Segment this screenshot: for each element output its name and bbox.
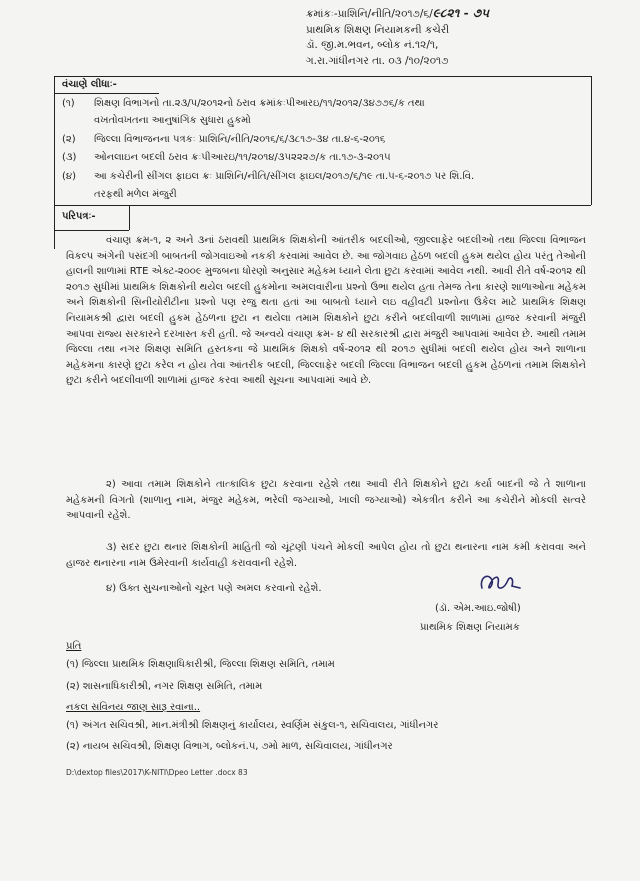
reference-prefix: ક્રમાંકઃ-પ્રાશિનિ/નીતિ/૨૦૧૭/૬/ xyxy=(306,8,433,20)
circular-paragraph-3: ૩) સદર છુટા થનાર શિક્ષકોની માહિતી જો ચૂંટણી પંચને મોકલી આપેલ હોય તો છુટા થનારના નામ કમી કરાવવા અને હાજર થનારના નામ ઉમેરવાની કાર્યવાહી કરાવવાની રહેશે. xyxy=(66,542,586,569)
references-box-left xyxy=(54,76,55,249)
reference-4-line2: તરફથી મળેલ મંજુરી xyxy=(94,189,177,200)
circular-paragraph-2: ૨) આવા તમામ શિક્ષકોને તાત્કાલિક છુટા કરવાના રહેશે તથા આવી રીતે શિક્ષકોને છુટા કર્યા બાદની જે તે શાળાના મહેકમની વિગતો (શાળાનુ નામ, મંજુર મહેકમ, ભરેલી જગ્યાઓ, ખાલી જગ્યાઓ) એકત્રીત કરીને આ કચેરીને મોકલી સત્વરે આપવાની રહેશે. xyxy=(66,479,586,522)
heading-underline xyxy=(54,93,159,94)
reference-1-line1: શિક્ષણ વિભાગનો તા.૨૩/૫/૨૦૧૨નો ઠરાવ ક્રમાંકઃપીઆરઇ/૧૧/૨૦૧૨/૩૪૭૭૬/ક તથા xyxy=(94,98,425,109)
copy-recipient-2: (૨) નાયબ સચિવશ્રી, શિક્ષણ વિભાગ, બ્લોકનં.૫, ૭મો માળ, સચિવાલય, ગાંધીનગર xyxy=(66,741,393,752)
reference-number xyxy=(306,6,489,23)
signatory-name: (ડૉ. એમ.આઇ.જોષી) xyxy=(435,603,521,614)
references-box-right xyxy=(591,76,592,205)
reference-1-number: (૧) xyxy=(62,98,75,109)
recipients-heading: પ્રતિ xyxy=(66,641,82,652)
file-path-footer: D:\dextop files\2017\K-NITI\Dpeo Letter .docx 83 xyxy=(66,768,248,777)
reference-1-line2: વખતોવખતના આનુષાંગિક સુધારા હુકમો xyxy=(94,115,251,126)
circular-heading-underline xyxy=(54,230,129,231)
circular-heading-box-right xyxy=(129,205,130,230)
reference-4-number: (૪) xyxy=(62,171,77,182)
handwritten-reference-number: ૯૮૨૧ - ૭૫ xyxy=(432,6,489,20)
circular-heading: પરિપત્રઃ- xyxy=(62,211,96,222)
references-box-top xyxy=(54,76,591,77)
letter-header xyxy=(306,6,489,69)
references-heading: વંચાણે લીધાઃ- xyxy=(62,79,117,90)
reference-3-line1: ઓનલાઇન બદલી ઠરાવ ક્રઃપીઆરઇ/૧૧/૨૦૧૪/૩૫૨૨૨૭/ક તા.૧૭-૩-૨૦૧૫ xyxy=(94,152,391,163)
handwritten-signature xyxy=(476,570,524,596)
recipient-2: (૨) શાસનાધિકારીશ્રી, નગર શિક્ષણ સમિતિ, તમામ xyxy=(66,681,263,692)
reference-2-line1: જિલ્લા વિભાજનના પત્રકઃ પ્રાશિનિ/નીતિ/૨૦૧૬/૬/૩૮૧૭-૩૪ તા.૪-૬-૨૦૧૬ xyxy=(94,134,386,145)
copy-heading: નકલ સવિનય જાણ સારૂ રવાના.. xyxy=(66,702,201,713)
office-name: પ્રાથમિક શિક્ષણ નિયામકની કચેરી xyxy=(306,23,450,36)
recipient-1: (૧) જિલ્લા પ્રાથમિક શિક્ષણાધિકારીશ્રી, જિલ્લા શિક્ષણ સમિતિ, તમામ xyxy=(66,659,335,670)
circular-paragraph-1: વંચાણ ક્રમ-૧, ૨ અને ૩નાં ઠરાવથી પ્રાથમિક શિક્ષકોની આંતરીક બદલીઓ, જીલ્લાફેર બદલીઓ તથા જિલ્લા વિભાજન વિકલ્પ અંગેની પસંદગી બાબતની જોગવાઇઓ નકકી કરવામાં આવેલ છે. આ જોગવાઇ હેઠળ બદલી હુકમ થયેલ હોય પરંતુ તેઓની હાલની શાળામાં RTE એક્ટ-૨૦૦૯ મુજબના ધોરણો અનુસાર મહેકમ ધ્યાને લેતા છુટા કરવામાં આવેલ નથી. આવી રીતે વર્ષ-૨૦૧૨ થી ૨૦૧૭ સુધીમાં પ્રાથમિક શિક્ષકોની થયેલ બદલી હુકમોના અમલવારીના પ્રશ્નો ઉભા થયેલ હતા તેમજ તેના કારણે શાળાઓના મહેકમ અને શિક્ષકોની સિનીયોરીટીના પ્રશ્નો પણ રજુ થતા હતાં આ બાબતો ધ્યાને લઇ વહીવટી પ્રશ્નોના ઉકેલ માટે પ્રાથમિક શિક્ષણ નિયામકશ્રી દ્વારા બદલી હુકમ હેઠળના છુટા ન થયેલા તમામ શિક્ષકોને છુટા કરીને બદલીવાળી શાળામાં હાજર કરવાની મંજુરી આપવા રાજ્ય સરકારને દરખાસ્ત કરી હતી. જે અન્વયે વંચાણ ક્રમ- ૪ થી સરકારશ્રી દ્વારા મંજુરી આપવામાં આવેલ છે. આથી તમામ જિલ્લા તથા નગર શિક્ષણ સમિતિ હસ્તકના જે પ્રાથમિક શિક્ષકો વર્ષ-૨૦૧૨ થી ૨૦૧૭ સુધીમાં બદલી થયેલ હોય અને શાળાના મહેકમના કારણે છુટા કરેલ ન હોય તેવા આંતરીક બદલી, જિલ્લાફેર બદલી જિલ્લા વિભાજન બદલી હુકમ હેઠળનાં તમામ શિક્ષકોને છુટા કરીને બદલીવાળી શાળામાં હાજર કરવા આથી સૂચના આપવામાં આવે છે. xyxy=(66,235,586,387)
reference-4-line1: આ કચેરીની સીંગલ ફાઇલ ક્રઃ પ્રાશિનિ/નીતિ/સીંગલ ફાઇલ/૨૦૧૭/૬/૧૯ તા.૫-૬-૨૦૧૭ પર શિ.વિ. xyxy=(94,171,475,182)
signatory-title: પ્રાથમિક શિક્ષણ નિયામક xyxy=(420,622,520,633)
copy-recipient-1: (૧) અંગત સચિવશ્રી, માન.મંત્રીશ્રી શિક્ષણનું કાર્યાલય, સ્વર્ણિમ સંકુલ-૧, સચિવાલય, ગાંધીનગર xyxy=(66,720,439,731)
circular-paragraph-4: ૪) ઉક્ત સુચનાઓનો ચૂસ્ત પણે અમલ કરવાનો રહેશે. xyxy=(106,583,322,594)
reference-2-number: (૨) xyxy=(62,134,76,145)
references-box-bottom xyxy=(54,205,591,206)
office-address: ડૉ. જી.મ.ભવન, બ્લોક નં.૧૨/૧, xyxy=(306,39,439,51)
reference-3-number: (૩) xyxy=(62,152,77,163)
place-date: ગ.રા.ગાંધીનગર તા. ૦૩ /૧૦/૨૦૧૭ xyxy=(306,54,449,67)
